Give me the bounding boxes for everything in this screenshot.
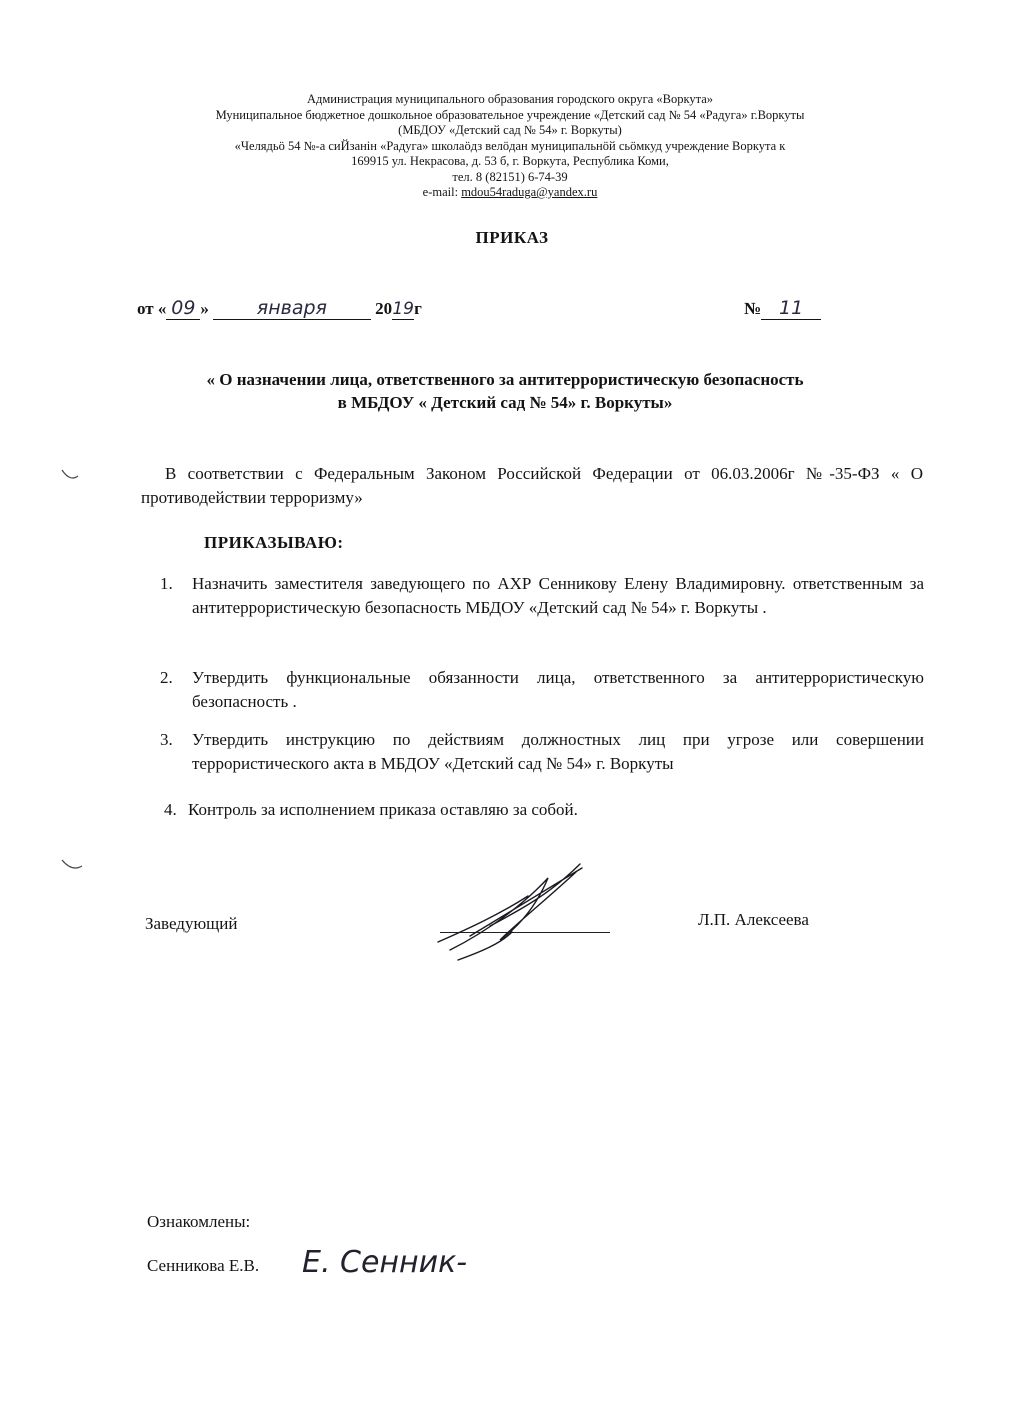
email-link[interactable]: mdou54raduga@yandex.ru: [461, 185, 598, 199]
order-item: [160, 728, 924, 776]
date-sep: »: [200, 299, 209, 318]
email-label: e-mail:: [422, 185, 459, 199]
letterhead: [140, 92, 880, 201]
item-number: 4.: [164, 800, 177, 819]
acknowledgement-handwriting: Е. Сенник-: [302, 1245, 468, 1280]
order-item: [160, 666, 924, 714]
item-text: Контроль за исполнением приказа оставляю за собой.: [188, 800, 578, 819]
order-item: [160, 572, 924, 620]
letterhead-line: Муниципальное бюджетное дошкольное образовательное учреждение «Детский сад № 54 «Радуга» г.Воркуты: [215, 107, 805, 122]
letterhead-line: (МБДОУ «Детский сад № 54» г. Воркуты): [398, 123, 622, 137]
subject-line: « О назначении лица, ответственного за антитеррористическую безопасность: [206, 370, 804, 389]
order-date: [137, 297, 422, 320]
acknowledgement-title: Ознакомлены:: [147, 1212, 251, 1231]
date-month: января: [213, 297, 371, 320]
order-item: [164, 798, 928, 822]
item-text: Утвердить инструкцию по действиям должностных лиц при угрозе или совершении террористического акта в МБДОУ «Детский сад № 54» г. Воркуты: [192, 730, 924, 773]
director-signature: [430, 858, 610, 968]
order-basis: В соответствии с Федеральным Законом Российской Федерации от 06.03.2006г №-35-ФЗ « О противодействии терроризму»: [141, 464, 923, 507]
date-suffix: г: [414, 299, 422, 318]
letterhead-line: Администрация муниципального образования городского округа «Воркута»: [306, 92, 714, 106]
date-prefix: от «: [137, 299, 167, 318]
document-title: ПРИКАЗ: [475, 228, 549, 247]
letterhead-email-line: [140, 185, 880, 201]
date-year-suffix: 19: [392, 299, 414, 319]
item-number: 1.: [160, 574, 173, 593]
date-day: 09: [166, 297, 200, 320]
date-year-prefix: 20: [375, 299, 393, 318]
order-number: [744, 297, 821, 320]
order-subject: [110, 368, 900, 414]
number-value: 11: [761, 297, 821, 320]
scan-mark: [60, 858, 84, 872]
number-label: №: [744, 299, 762, 318]
subject-line: в МБДОУ « Детский сад № 54» г. Воркуты»: [337, 393, 673, 412]
item-text: Назначить заместителя заведующего по АХР Сенникову Елену Владимировну. ответственным за антитеррористическую безопасность МБДОУ «Детский сад № 54» г. Воркуты .: [192, 574, 924, 617]
item-text: Утвердить функциональные обязанности лица, ответственного за антитеррористическую безопасность .: [192, 668, 924, 711]
acknowledged-person: Сенникова Е.В.: [147, 1256, 260, 1275]
signer-role: Заведующий: [145, 914, 238, 933]
signer-name: Л.П. Алексеева: [698, 910, 809, 929]
item-number: 3.: [160, 730, 173, 749]
letterhead-line: «Челядьö 54 №-а сиЙзанін «Радуга» школаöдз велöдан муниципальнöй сьöмкуд учреждение Воркута к: [234, 138, 786, 153]
letterhead-line: тел. 8 (82151) 6-74-39: [452, 169, 568, 184]
order-word: ПРИКАЗЫВАЮ:: [204, 533, 344, 552]
item-number: 2.: [160, 668, 173, 687]
acknowledgement-signature: [296, 1222, 486, 1288]
letterhead-line: 169915 ул. Некрасова, д. 53 б, г. Воркута, Республика Коми,: [351, 154, 669, 168]
scan-mark: [60, 468, 80, 482]
